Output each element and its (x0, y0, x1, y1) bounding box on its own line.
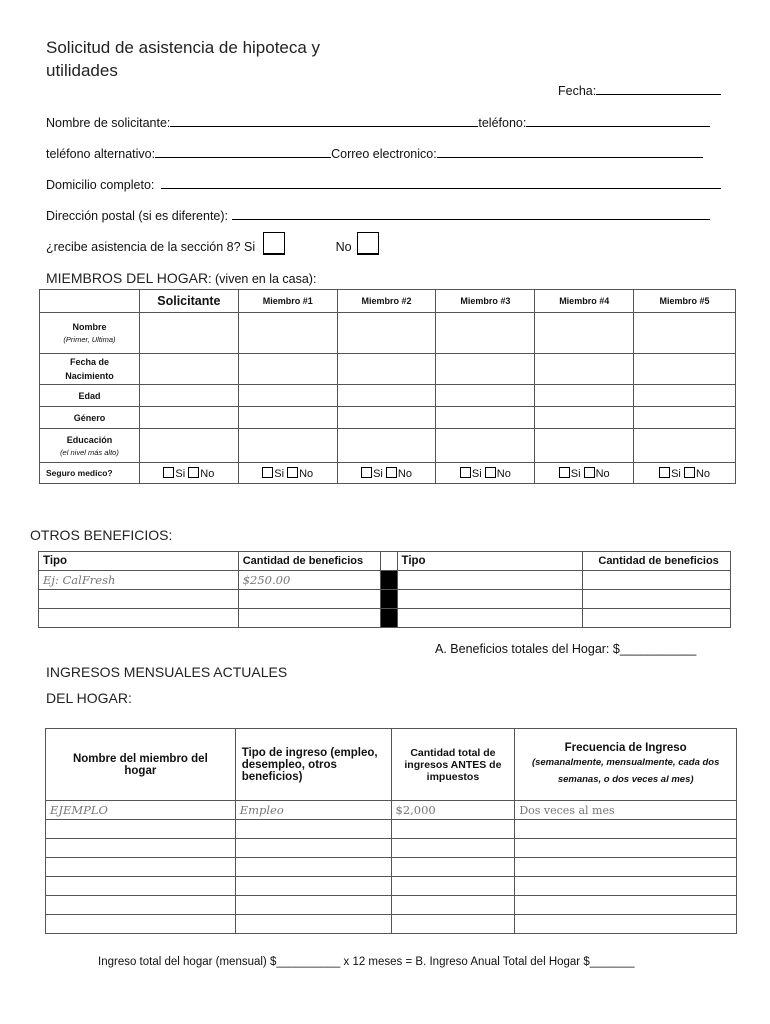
cell[interactable] (238, 354, 337, 385)
fecha-field (558, 82, 721, 98)
cell[interactable] (634, 354, 736, 385)
cell[interactable] (583, 609, 731, 628)
correo-input-line[interactable] (437, 145, 703, 158)
table-row (46, 915, 737, 934)
cell[interactable] (39, 609, 239, 628)
domicilio-label: Domicilio completo: (46, 178, 155, 192)
page-title: Solicitud de asistencia de hipoteca y utilidades (46, 38, 321, 80)
example-frecuencia[interactable]: Dos veces al mes (515, 801, 737, 820)
no-checkbox[interactable] (386, 467, 397, 478)
cell[interactable] (337, 313, 436, 354)
row-label-edad: Edad (40, 385, 140, 407)
correo-label: Correo electronico: (331, 147, 437, 161)
cell[interactable] (337, 429, 436, 463)
domicilio-input-line[interactable] (161, 176, 721, 189)
alt-telefono-correo-row (46, 145, 703, 161)
seguro-cell: Si No (337, 463, 436, 484)
cell[interactable] (238, 429, 337, 463)
seccion8-no-checkbox[interactable] (357, 232, 379, 255)
cell[interactable] (515, 839, 737, 858)
cell[interactable] (634, 429, 736, 463)
si-checkbox[interactable] (262, 467, 273, 478)
separator-cell (380, 590, 397, 609)
cell[interactable] (139, 429, 238, 463)
direccion-postal-label: Dirección postal (si es diferente): (46, 209, 229, 223)
cell[interactable] (235, 877, 391, 896)
cell[interactable] (391, 896, 515, 915)
cell[interactable] (397, 609, 583, 628)
si-checkbox[interactable] (361, 467, 372, 478)
cell[interactable] (634, 385, 736, 407)
cell[interactable] (139, 354, 238, 385)
col-solicitante: Solicitante (139, 290, 238, 313)
col-cantidad-2: Cantidad de beneficios (583, 552, 731, 571)
cell[interactable] (46, 858, 236, 877)
cell[interactable] (39, 590, 239, 609)
row-label-genero: Género (40, 407, 140, 429)
cell[interactable] (391, 820, 515, 839)
seguro-cell: Si No (535, 463, 634, 484)
cell[interactable] (634, 313, 736, 354)
example-tipo[interactable]: Ej: CalFresh (39, 571, 239, 590)
col-frecuencia: Frecuencia de Ingreso (semanalmente, mensualmente, cada dos semanas, o dos veces al mes) (515, 729, 737, 801)
cell[interactable] (436, 429, 535, 463)
cell[interactable] (235, 839, 391, 858)
cell[interactable] (238, 590, 380, 609)
cell[interactable] (515, 896, 737, 915)
cell[interactable] (634, 407, 736, 429)
table-row (39, 590, 731, 609)
miembros-table (39, 289, 736, 484)
cell[interactable] (436, 407, 535, 429)
row-label-nombre: Nombre (Primer, Ultima) (40, 313, 140, 354)
separator-cell (380, 571, 397, 590)
cell[interactable] (515, 820, 737, 839)
col-tipo: Tipo (39, 552, 239, 571)
miembros-header-row (40, 290, 736, 313)
no-checkbox[interactable] (684, 467, 695, 478)
telefono-label: teléfono: (478, 116, 527, 130)
fecha-label: Fecha: (558, 84, 597, 98)
cell[interactable] (235, 896, 391, 915)
cell[interactable] (397, 590, 583, 609)
telefono-alt-input-line[interactable] (155, 145, 331, 158)
cell[interactable] (583, 590, 731, 609)
seccion8-no-label: No (335, 240, 352, 254)
ingresos-header-row (46, 729, 737, 801)
col-tipo-ingreso: Tipo de ingreso (empleo, desempleo, otros beneficios) (235, 729, 391, 801)
cell[interactable] (46, 896, 236, 915)
col-nombre-miembro: Nombre del miembro del hogar (46, 729, 236, 801)
cell[interactable] (535, 407, 634, 429)
row-label-seguro: Seguro medico? (40, 463, 140, 484)
beneficios-header-row (39, 552, 731, 571)
no-checkbox[interactable] (188, 467, 199, 478)
table-row (46, 839, 737, 858)
telefono-input-line[interactable] (526, 114, 710, 127)
ingresos-table (45, 728, 737, 934)
cell[interactable] (436, 385, 535, 407)
seccion8-label: ¿recibe asistencia de la sección 8? Si (46, 240, 256, 254)
cell[interactable] (391, 877, 515, 896)
ingreso-total-footer: Ingreso total del hogar (mensual) $__________ x 12 meses = B. Ingreso Anual Total del Hogar $_______ (98, 956, 635, 968)
table-row (46, 801, 737, 820)
cell[interactable] (46, 839, 236, 858)
col-miembro-2: Miembro #2 (337, 290, 436, 313)
nombre-label: Nombre de solicitante: (46, 116, 171, 130)
cell[interactable] (337, 407, 436, 429)
beneficios-total: A. Beneficios totales del Hogar: $___________ (435, 642, 697, 656)
no-checkbox[interactable] (485, 467, 496, 478)
cell[interactable] (515, 877, 737, 896)
si-checkbox[interactable] (163, 467, 174, 478)
cell[interactable] (46, 877, 236, 896)
cell[interactable] (139, 385, 238, 407)
direccion-postal-row (46, 207, 710, 223)
separator-cell (380, 609, 397, 628)
table-row (40, 385, 736, 407)
cell[interactable] (46, 820, 236, 839)
cell[interactable] (397, 571, 583, 590)
table-row (46, 820, 737, 839)
col-miembro-4: Miembro #4 (535, 290, 634, 313)
seccion8-si-checkbox[interactable] (263, 232, 285, 255)
telefono-alt-label: teléfono alternativo: (46, 147, 156, 161)
direccion-postal-input-line[interactable] (232, 207, 710, 220)
cell[interactable] (515, 915, 737, 934)
miembros-heading: MIEMBROS DEL HOGAR: (viven en la casa): (46, 270, 317, 286)
table-row (40, 354, 736, 385)
cell[interactable] (235, 858, 391, 877)
table-row (46, 858, 737, 877)
table-row (46, 877, 737, 896)
seguro-row (40, 463, 736, 484)
cell[interactable] (238, 385, 337, 407)
si-checkbox[interactable] (659, 467, 670, 478)
si-checkbox[interactable] (460, 467, 471, 478)
example-nombre[interactable]: EJEMPLO (46, 801, 236, 820)
cell[interactable] (391, 915, 515, 934)
cell[interactable] (535, 385, 634, 407)
row-label-fecha-nacimiento: Fecha de Nacimiento (40, 354, 140, 385)
example-cantidad[interactable]: $250.00 (238, 571, 380, 590)
table-row (40, 429, 736, 463)
seccion8-row (46, 232, 379, 255)
table-row (39, 571, 731, 590)
beneficios-table (38, 551, 731, 628)
cell[interactable] (535, 313, 634, 354)
cell[interactable] (238, 407, 337, 429)
seguro-cell: Si No (436, 463, 535, 484)
seguro-cell: Si No (238, 463, 337, 484)
corner-cell (40, 290, 140, 313)
cell[interactable] (139, 313, 238, 354)
cell[interactable] (583, 571, 731, 590)
example-tipo-ingreso[interactable]: Empleo (235, 801, 391, 820)
cell[interactable] (337, 354, 436, 385)
cell[interactable] (238, 609, 380, 628)
cell[interactable] (515, 858, 737, 877)
separator-cell (380, 552, 397, 571)
domicilio-row (46, 176, 721, 192)
table-row (40, 407, 736, 429)
table-row (46, 896, 737, 915)
cell[interactable] (238, 313, 337, 354)
cell[interactable] (235, 820, 391, 839)
cell[interactable] (535, 429, 634, 463)
no-checkbox[interactable] (287, 467, 298, 478)
seguro-cell: Si No (139, 463, 238, 484)
col-tipo-2: Tipo (397, 552, 583, 571)
col-miembro-3: Miembro #3 (436, 290, 535, 313)
cell[interactable] (436, 354, 535, 385)
col-miembro-1: Miembro #1 (238, 290, 337, 313)
ingresos-heading-1: INGRESOS MENSUALES ACTUALES (46, 664, 288, 680)
cell[interactable] (391, 858, 515, 877)
col-cantidad: Cantidad de beneficios (238, 552, 380, 571)
beneficios-heading: OTROS BENEFICIOS: (30, 527, 173, 543)
example-cantidad[interactable]: $2,000 (391, 801, 515, 820)
cell[interactable] (436, 313, 535, 354)
nombre-telefono-row (46, 114, 710, 130)
table-row (40, 313, 736, 354)
table-row (39, 609, 731, 628)
si-checkbox[interactable] (559, 467, 570, 478)
nombre-input-line[interactable] (170, 114, 478, 127)
cell[interactable] (235, 915, 391, 934)
cell[interactable] (535, 354, 634, 385)
seguro-cell: Si No (634, 463, 736, 484)
no-checkbox[interactable] (584, 467, 595, 478)
cell[interactable] (46, 915, 236, 934)
cell[interactable] (337, 385, 436, 407)
cell[interactable] (391, 839, 515, 858)
row-label-educacion: Educación (el nivel más alto) (40, 429, 140, 463)
fecha-input-line[interactable] (596, 82, 721, 95)
cell[interactable] (139, 407, 238, 429)
col-cantidad-total: Cantidad total de ingresos ANTES de impuestos (391, 729, 515, 801)
col-miembro-5: Miembro #5 (634, 290, 736, 313)
ingresos-heading-2: DEL HOGAR: (46, 690, 132, 706)
